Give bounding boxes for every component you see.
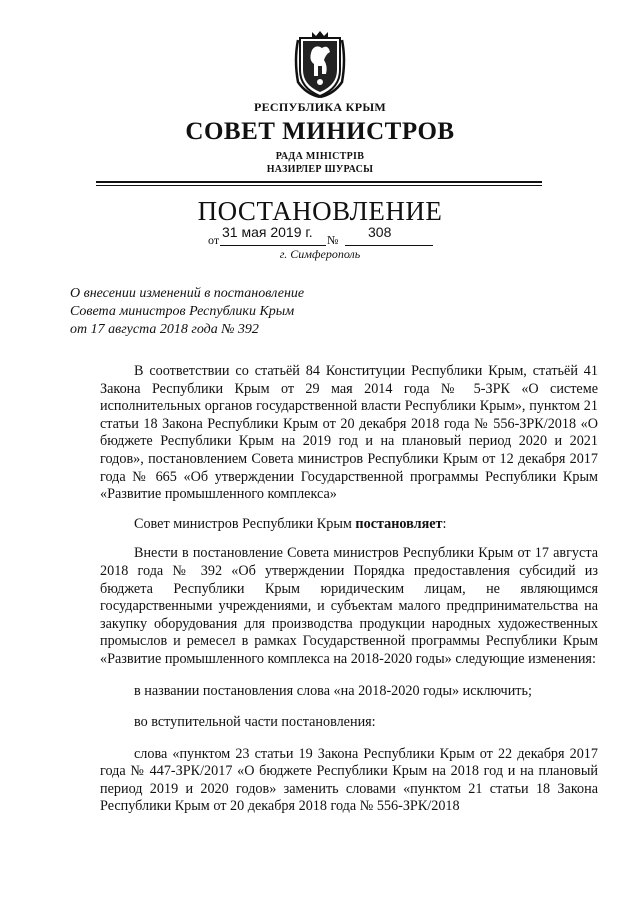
document-date: 31 мая 2019 г. <box>222 224 313 240</box>
body-paragraph: в названии постановления слова «на 2018-2020 годы» исключить; <box>134 682 532 699</box>
date-underline <box>220 245 326 246</box>
document-title: ПОСТАНОВЛЕНИЕ <box>197 196 443 226</box>
body-paragraph: В соответствии со статьёй 84 Конституции Республики Крым, статьёй 41 Закона Республики Крым от 29 мая 2014 года № 5-ЗРК «О системе исполнительных органов государственной власти Республики Крым», пунктом 21 статьи 18 Закона Республики Крым от 20 декабря 2018 года № 556-ЗРК/2018 «О бюджете Республики Крым на 2019 год и на плановый период 2020 и 2021 годов», постановлением Совета министров Республики Крым от 12 декабря 2017 года № 665 «Об утверждении Государственной программы Республики Крым «Развитие промышленного комплекса» <box>100 363 598 503</box>
council-name-crimean-tatar: НАЗИРЛЕР ШУРАСЫ <box>266 164 374 175</box>
resolution-text: Совет министров Республики Крым <box>134 515 356 532</box>
document-number: 308 <box>368 224 392 240</box>
number-label: № <box>327 233 339 247</box>
coat-of-arms-emblem <box>292 30 348 98</box>
subject-line: О внесении изменений в постановление <box>70 286 305 301</box>
subject-line: Совета министров Республики Крым <box>70 304 295 319</box>
number-underline <box>345 245 433 246</box>
body-paragraph: во вступительной части постановления: <box>134 714 376 731</box>
resolution-paragraph <box>100 516 598 534</box>
document-subject <box>70 285 470 339</box>
resolution-verb: постановляет <box>355 515 443 532</box>
header-divider-thick <box>96 181 542 183</box>
body-paragraph: Внести в постановление Совета министров Республики Крым от 17 августа 2018 года № 392 «Об утверждении Порядка предоставления субсидий из бюджета Республики Крым юридическим лицам, не являющимся государственными учреждениями, и субъектам малого предпринимательства на закупку оборудования для производства продукции народных художественных промыслов и ремесел в рамках Государственной программы Республики Крым «Развитие промышленного комплекса на 2018-2020 годы» следующие изменения: <box>100 545 598 667</box>
body-paragraph: слова «пунктом 23 статьи 19 Закона Республики Крым от 22 декабря 2017 года № 447-ЗРК/2017 «О бюджете Республики Крым на 2018 год и на плановый период 2019 и 2020 годов» заменить словами «пунктом 21 статьи 18 Закона Республики Крым от 20 декабря 2018 года № 556-ЗРК/2018 <box>100 745 598 815</box>
date-prefix-label: от <box>208 233 220 247</box>
document-body <box>100 363 598 816</box>
council-name: СОВЕТ МИНИСТРОВ <box>185 118 455 145</box>
republic-name: РЕСПУБЛИКА КРЫМ <box>253 100 387 114</box>
council-name-ukrainian: РАДА МІНІСТРІВ <box>275 151 365 162</box>
resolution-colon: : <box>442 515 447 532</box>
document-city: г. Симферополь <box>279 247 361 261</box>
subject-line: от 17 августа 2018 года № 392 <box>70 322 259 337</box>
header-divider-thin <box>96 185 542 186</box>
